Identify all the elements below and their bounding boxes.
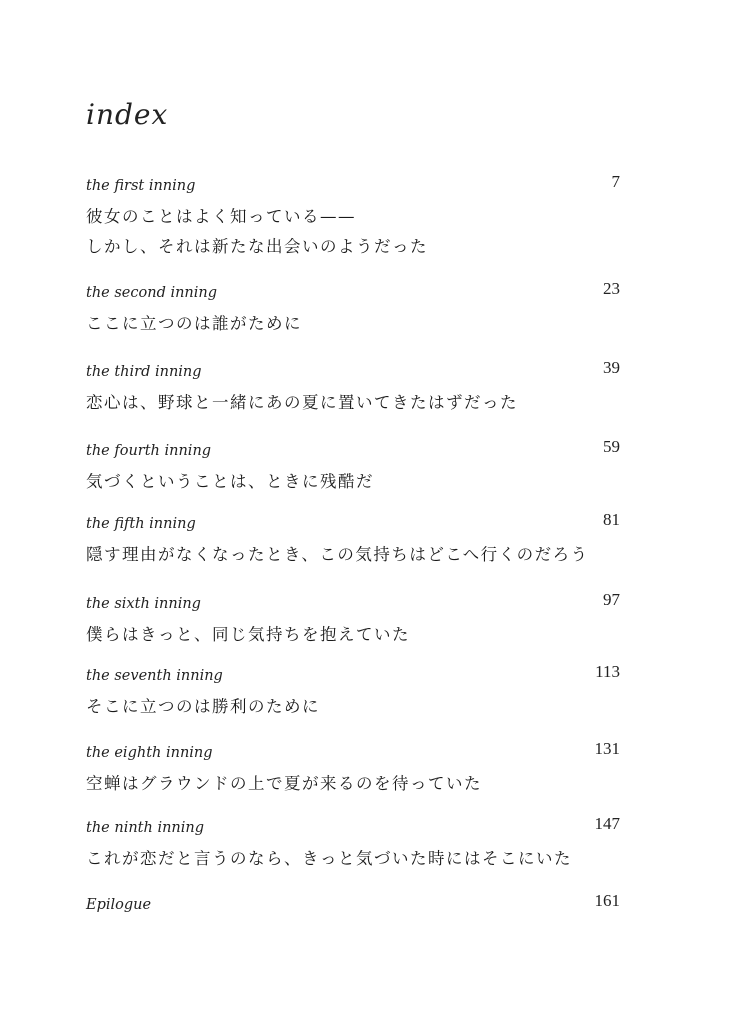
toc-entry-fifth-inning[interactable] (86, 510, 620, 586)
chapter-label: the fourth inning (86, 443, 212, 459)
toc-entry-sixth-inning[interactable] (86, 590, 620, 666)
chapter-description (86, 692, 320, 722)
page-number: 113 (595, 662, 620, 681)
description-line: そこに立つのは勝利のために (86, 697, 320, 716)
description-line: 気づくということは、ときに残酷だ (86, 472, 374, 491)
page-number: 97 (603, 590, 620, 609)
chapter-description (86, 202, 428, 262)
chapter-description (86, 844, 572, 874)
chapter-description (86, 540, 589, 570)
toc-entry-epilogue[interactable] (86, 891, 620, 931)
page-number: 147 (594, 814, 620, 833)
description-line: これが恋だと言うのなら、きっと気づいた時にはそこにいた (86, 849, 572, 868)
page-number: 7 (611, 172, 620, 191)
page-number: 59 (603, 437, 620, 456)
chapter-label: the ninth inning (86, 820, 205, 836)
chapter-label: the third inning (86, 364, 202, 380)
chapter-label: Epilogue (86, 897, 152, 913)
page-number: 23 (603, 279, 620, 298)
chapter-description (86, 620, 410, 650)
page-number: 161 (594, 891, 620, 910)
chapter-description (86, 769, 482, 799)
chapter-label: the second inning (86, 285, 218, 301)
chapter-description (86, 388, 518, 418)
description-line: 隠す理由がなくなったとき、この気持ちはどこへ行くのだろう (86, 545, 589, 564)
toc-entry-third-inning[interactable] (86, 358, 620, 434)
description-line: 恋心は、野球と一緒にあの夏に置いてきたはずだった (86, 393, 518, 412)
chapter-description (86, 467, 374, 497)
description-line: しかし、それは新たな出会いのようだった (86, 237, 428, 256)
toc-entry-first-inning[interactable] (86, 172, 620, 256)
page-number: 81 (603, 510, 620, 529)
chapter-label: the first inning (86, 178, 196, 194)
chapter-label: the sixth inning (86, 596, 201, 612)
page-number: 39 (603, 358, 620, 377)
page-title: index (86, 98, 169, 131)
description-line: ここに立つのは誰がために (86, 314, 302, 333)
chapter-label: the fifth inning (86, 516, 196, 532)
description-line: 彼女のことはよく知っている—— (86, 207, 356, 226)
chapter-description (86, 309, 302, 339)
page-number: 131 (594, 739, 620, 758)
chapter-label: the seventh inning (86, 668, 223, 684)
toc-entry-eighth-inning[interactable] (86, 739, 620, 815)
toc-entry-second-inning[interactable] (86, 279, 620, 355)
description-line: 僕らはきっと、同じ気持ちを抱えていた (86, 625, 410, 644)
toc-entry-fourth-inning[interactable] (86, 437, 620, 513)
toc-entry-ninth-inning[interactable] (86, 814, 620, 890)
toc-entry-seventh-inning[interactable] (86, 662, 620, 738)
description-line: 空蝉はグラウンドの上で夏が来るのを待っていた (86, 774, 482, 793)
chapter-label: the eighth inning (86, 745, 213, 761)
